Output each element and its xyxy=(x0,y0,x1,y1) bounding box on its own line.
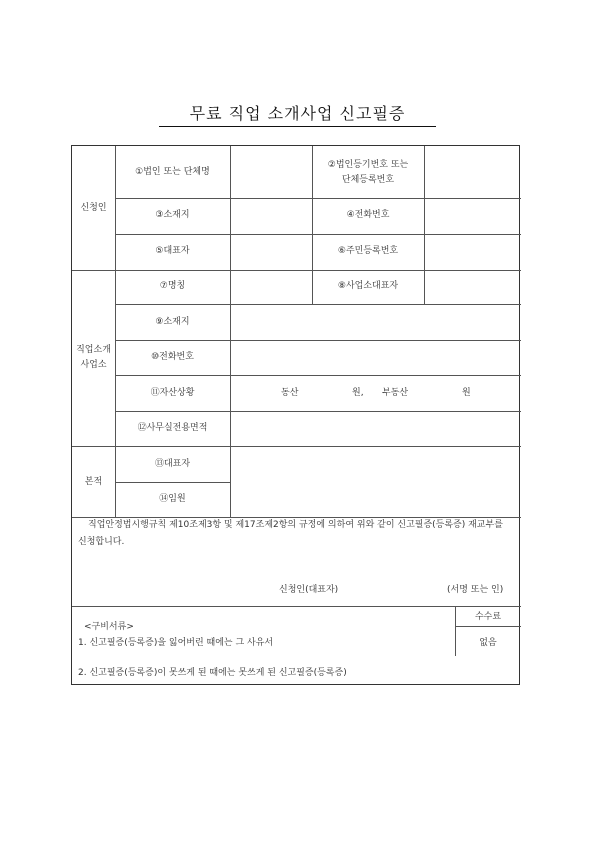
col-divider xyxy=(424,146,425,304)
field-label-address: ③소재지 xyxy=(155,210,190,220)
section-office-line1: 직업소개 xyxy=(76,345,111,355)
field-label-representative: ⑤대표자 xyxy=(155,246,190,256)
attachment-item-2: 2. 신고필증(등록증)이 못쓰게 된 때에는 못쓰게 된 신고필증(등록증) xyxy=(78,668,347,678)
title-underline xyxy=(159,126,436,127)
section-office-line2: 사업소 xyxy=(80,360,107,370)
row-divider xyxy=(72,606,521,607)
section-headquarters: 본적 xyxy=(84,477,103,487)
field-label-office-name: ⑦명칭 xyxy=(159,281,186,291)
row-divider xyxy=(115,198,521,199)
row-divider xyxy=(115,234,521,235)
field-label-hq-representative: ⑬대표자 xyxy=(154,459,191,469)
row-divider xyxy=(115,482,230,483)
row-divider xyxy=(455,626,521,627)
field-label-org-name: ①법인 또는 단체명 xyxy=(135,167,210,177)
field-label-resident-no: ⑥주민등록번호 xyxy=(337,246,399,256)
assets-movable: 동산 xyxy=(281,388,299,398)
section-applicant: 신청인 xyxy=(80,203,107,213)
field-label-phone: ④전화번호 xyxy=(346,210,390,220)
field-label-office-representative: ⑧사업소대표자 xyxy=(337,281,399,291)
attachments-header: <구비서류> xyxy=(84,622,134,632)
fee-value: 없음 xyxy=(479,638,497,648)
col-divider xyxy=(230,146,231,517)
row-divider xyxy=(115,375,521,376)
assets-won-1: 원, xyxy=(352,388,364,398)
row-divider xyxy=(72,270,521,271)
assets-won-2: 원 xyxy=(462,388,471,398)
signature-applicant-label: 신청인(대표자) xyxy=(279,585,339,595)
signature-sign-label: (서명 또는 인) xyxy=(447,585,504,595)
fee-label: 수수료 xyxy=(474,612,502,622)
field-label-office-address: ⑨소재지 xyxy=(155,317,190,327)
row-divider xyxy=(115,411,521,412)
row-divider xyxy=(72,446,521,447)
row-divider xyxy=(115,340,521,341)
assets-immovable: 부동산 xyxy=(382,388,409,398)
page-title: 무료 직업 소개사업 신고필증 xyxy=(189,104,406,123)
field-label-registration-no: ②법인등기번호 또는 xyxy=(327,160,409,170)
field-label-office-area: ⑫사무실전용면적 xyxy=(137,423,208,433)
field-label-office-phone: ⑩전화번호 xyxy=(151,352,194,362)
application-form xyxy=(71,145,520,685)
field-label-registration-no-2: 단체등록번호 xyxy=(341,175,395,185)
attachment-item-1: 1. 신고필증(등록증)을 잃어버린 때에는 그 사유서 xyxy=(78,638,274,648)
row-divider xyxy=(115,304,521,305)
declaration-text: 직업안정법시행규칙 제10조제3항 및 제17조제2항의 규정에 의하여 위와 같이 신고필증(등록증) 재교부를 신청합니다. xyxy=(78,520,503,547)
field-label-assets: ⑪자산상황 xyxy=(150,388,195,398)
field-label-officers: ⑭임원 xyxy=(159,494,186,504)
